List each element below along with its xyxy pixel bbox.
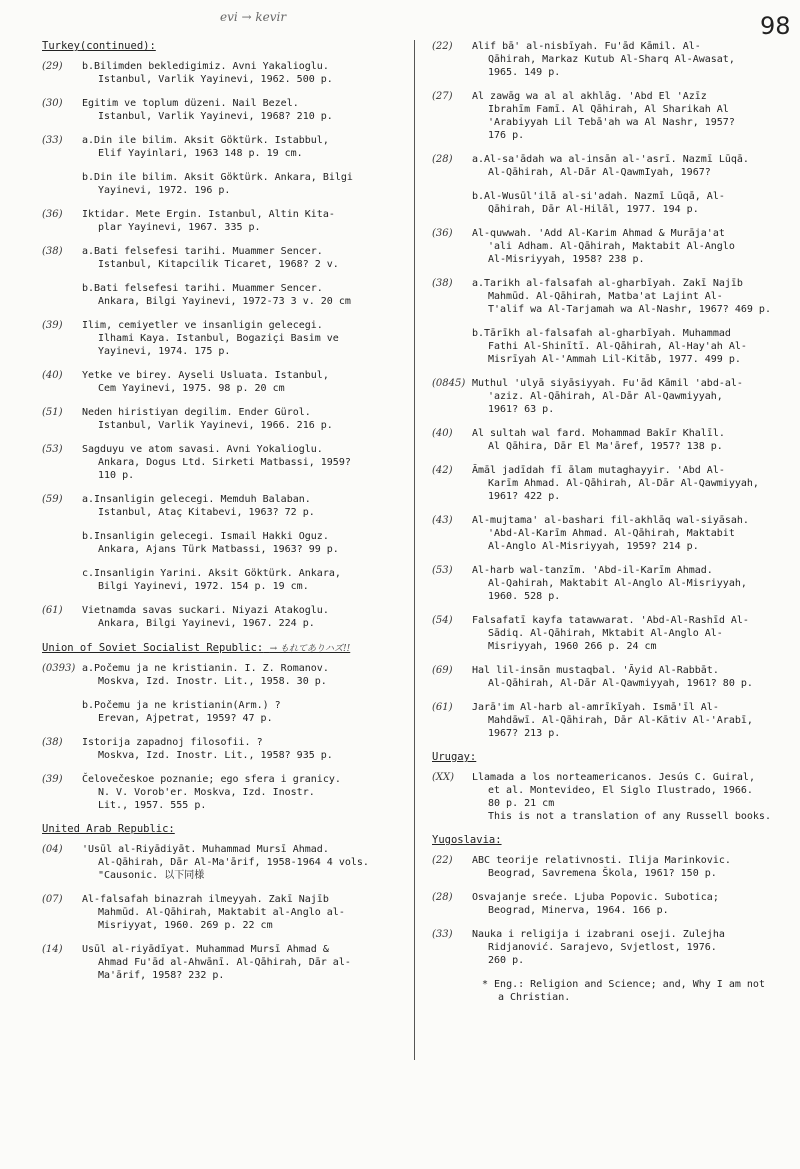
entry-number: (33) <box>42 135 63 146</box>
entry-continuation-line: Ankara, Bilgi Yayinevi, 1972-73 3 v. 20 cm <box>98 296 351 307</box>
bibliography-entry <box>432 664 792 690</box>
bibliography-entry <box>432 90 792 142</box>
ussr-entries <box>42 662 407 812</box>
entry-number: (53) <box>42 444 63 455</box>
entry-body <box>82 567 407 593</box>
bibliography-entry <box>42 60 407 86</box>
entry-number: (69) <box>432 665 453 676</box>
entry-continuation-line: Al-Qahirah, Maktabit Al-Anglo Al-Misriyyah, <box>488 578 747 589</box>
bibliography-entry <box>42 530 407 556</box>
entry-body <box>472 464 792 503</box>
entry-number: (38) <box>42 737 63 748</box>
entry-continuation-line: Istanbul, Varlik Yayinevi, 1962. 500 p. <box>98 74 333 85</box>
bibliography-entry <box>432 227 792 266</box>
entry-body <box>82 604 407 630</box>
footnote <box>432 978 792 1004</box>
entry-body <box>472 153 792 179</box>
entry-body <box>472 377 792 416</box>
entry-title-line: Iktidar. Mete Ergin. Istanbul, Altin Kita- <box>82 209 335 220</box>
entry-title-line: Al-falsafah binazrah ilmeyyah. Zakī Najīb <box>82 894 329 905</box>
entry-continuation-line: Istanbul, Ataç Kitabevi, 1963? 72 p. <box>98 507 315 518</box>
entry-body <box>472 854 792 880</box>
entry-body <box>82 208 407 234</box>
entry-number: (27) <box>432 91 453 102</box>
entry-body <box>82 171 407 197</box>
entry-continuation-line: "Causonic. 以下同様 <box>98 870 205 881</box>
entry-number <box>42 530 82 556</box>
entry-title-line: 'Usūl al-Riyādiyāt. Muhammad Mursī Ahmad. <box>82 844 329 855</box>
column-divider <box>414 40 415 1060</box>
entry-continuation-line: Erevan, Ajpetrat, 1959? 47 p. <box>98 713 273 724</box>
entry-body <box>82 530 407 556</box>
entry-body <box>472 190 792 216</box>
entry-continuation-line: 'ali Adham. Al-Qāhirah, Maktabit Al-Anglo <box>488 241 735 252</box>
entry-body <box>82 97 407 123</box>
entry-number: (XX) <box>432 772 455 783</box>
entry-number: (36) <box>432 228 453 239</box>
entry-continuation-line: Ankara, Dogus Ltd. Sirketi Matbassi, 1959? <box>98 457 351 468</box>
entry-continuation-line: Yayinevi, 1974. 175 p. <box>98 346 231 357</box>
uar-continued-entries <box>432 40 792 740</box>
entry-body <box>82 406 407 432</box>
entry-title-line: a.Insanligin gelecegi. Memduh Balaban. <box>82 494 311 505</box>
entry-continuation-line: Cem Yayinevi, 1975. 98 p. 20 cm <box>98 383 285 394</box>
entry-title-line: c.Insanligin Yarini. Aksit Göktürk. Ankara, <box>82 568 341 579</box>
entry-body <box>82 773 407 812</box>
entry-number <box>42 171 82 197</box>
section-heading-uruguay: Urugay: <box>432 751 477 763</box>
entry-body <box>82 736 407 762</box>
entry-body <box>82 60 407 86</box>
entry-number: (53) <box>432 565 453 576</box>
entry-continuation-line: Mahmūd. Al-Qāhirah, Matba'at Lajint Al- <box>488 291 723 302</box>
entry-continuation-line: Qāhirah, Markaz Kutub Al-Sharq Al-Awasat, <box>488 54 735 65</box>
entry-body <box>82 134 407 160</box>
entry-title-line: a.Počemu ja ne kristianin. I. Z. Romanov. <box>82 663 329 674</box>
entry-continuation-line: Al-Qāhirah, Al-Dār Al-Qawmiyyah, 1961? 80 p. <box>488 678 753 689</box>
entry-continuation-line: Beograd, Minerva, 1964. 166 p. <box>488 905 669 916</box>
entry-body <box>472 614 792 653</box>
bibliography-entry <box>42 843 407 882</box>
entry-continuation-line: Misriyyah, 1960 266 p. 24 cm <box>488 641 657 652</box>
entry-continuation-line: Al Qāhira, Dār El Ma'āref, 1957? 138 p. <box>488 441 723 452</box>
entry-body <box>82 319 407 358</box>
entry-continuation-line: Al-Misriyyah, 1958? 238 p. <box>488 254 645 265</box>
entry-number: (22) <box>432 855 453 866</box>
entry-body <box>82 893 407 932</box>
entry-number: (51) <box>42 407 63 418</box>
entry-continuation-line: 260 p. <box>488 955 525 966</box>
entry-number: (04) <box>42 844 63 855</box>
uruguay-entries <box>432 771 792 823</box>
entry-continuation-line: 110 p. <box>98 470 135 481</box>
entry-body <box>82 943 407 982</box>
entry-continuation-line: Al-Anglo Al-Misriyyah, 1959? 214 p. <box>488 541 699 552</box>
bibliography-entry <box>42 171 407 197</box>
entry-number: (43) <box>432 515 453 526</box>
bibliography-entry <box>432 891 792 917</box>
entry-continuation-line: 'aziz. Al-Qāhirah, Al-Dār Al-Qawmiyyah, <box>488 391 723 402</box>
entry-number: (22) <box>432 41 453 52</box>
entry-body <box>82 369 407 395</box>
entry-number: (14) <box>42 944 63 955</box>
entry-title-line: b.Al-Wusūl'ilā al-si'adah. Nazmī Lūqā, Al- <box>472 191 725 202</box>
entry-body <box>472 427 792 453</box>
entry-continuation-line: Istanbul, Varlik Yayinevi, 1966. 216 p. <box>98 420 333 431</box>
entry-number: (29) <box>42 61 63 72</box>
bibliography-entry <box>432 564 792 603</box>
bibliography-entry <box>42 893 407 932</box>
entry-number: (39) <box>42 320 63 331</box>
entry-title-line: a.Din ile bilim. Aksit Göktürk. Istabbul, <box>82 135 329 146</box>
bibliography-entry <box>42 443 407 482</box>
entry-number <box>432 190 472 216</box>
bibliography-entry <box>432 277 792 316</box>
handwritten-annotation: evi → kevir <box>220 10 287 24</box>
section-heading-turkey: Turkey(continued): <box>42 40 156 52</box>
entry-continuation-line: Ahmad Fu'ād al-Ahwānī. Al-Qāhirah, Dār al- <box>98 957 351 968</box>
entry-body <box>82 662 407 688</box>
turkey-entries <box>42 60 407 630</box>
entry-title-line: a.Tarikh al-falsafah al-gharbīyah. Zakī Najīb <box>472 278 743 289</box>
left-column <box>42 40 407 993</box>
section-heading-ussr <box>42 641 407 654</box>
entry-continuation-line: T'alif wa Al-Tarjamah wa Al-Nashr, 1967? 469 p. <box>488 304 771 315</box>
bibliography-entry <box>432 190 792 216</box>
entry-continuation-line: Al-Qāhirah, Al-Dār Al-QawmIyah, 1967? <box>488 167 711 178</box>
entry-number: (38) <box>432 278 453 289</box>
entry-title-line: Āmāl jadīdah fī ālam mutaghayyir. 'Abd Al- <box>472 465 725 476</box>
entry-continuation-line: Karīm Ahmad. Al-Qāhirah, Al-Dār Al-Qawmiyyah, <box>488 478 759 489</box>
entry-title-line: Vietnamda savas suckari. Niyazi Atakoglu. <box>82 605 329 616</box>
bibliography-entry <box>432 40 792 79</box>
entry-continuation-line: plar Yayinevi, 1967. 335 p. <box>98 222 261 233</box>
entry-title-line: Nauka i religija i izabrani oseji. Zulejha <box>472 929 725 940</box>
entry-title-line: Llamada a los norteamericanos. Jesús C. Guiral, <box>472 772 755 783</box>
bibliography-entry <box>432 464 792 503</box>
entry-number: (33) <box>432 929 453 940</box>
entry-title-line: Al-mujtama' al-bashari fil-akhlāq wal-siyāsah. <box>472 515 749 526</box>
entry-number: (61) <box>432 702 453 713</box>
entry-continuation-line: 176 p. <box>488 130 525 141</box>
entry-continuation-line: Misrīyah Al-'Ammah Lil-Kitāb, 1977. 499 p. <box>488 354 741 365</box>
entry-title-line: Alif bā' al-nisbīyah. Fu'ād Kāmil. Al- <box>472 41 701 52</box>
bibliography-entry <box>42 208 407 234</box>
entry-number: (42) <box>432 465 453 476</box>
entry-body <box>82 493 407 519</box>
entry-body <box>82 843 407 882</box>
entry-body <box>472 928 792 967</box>
entry-number <box>42 699 82 725</box>
entry-continuation-line: Mahmūd. Al-Qāhirah, Maktabit al-Anglo al- <box>98 907 345 918</box>
yugoslavia-entries <box>432 854 792 967</box>
entry-continuation-line: N. V. Vorob'er. Moskva, Izd. Inostr. <box>98 787 315 798</box>
entry-title-line: b.Insanligin gelecegi. Ismail Hakki Oguz. <box>82 531 329 542</box>
page-number: 98 <box>760 12 791 40</box>
entry-continuation-line: Moskva, Izd. Inostr. Lit., 1958? 935 p. <box>98 750 333 761</box>
entry-number: (39) <box>42 774 63 785</box>
entry-number: (40) <box>42 370 63 381</box>
entry-continuation-line: 'Abd-Al-Karīm Ahmad. Al-Qāhirah, Maktabit <box>488 528 735 539</box>
entry-title-line: b.Bilimden bekledigimiz. Avni Yakalioglu. <box>82 61 329 72</box>
entry-continuation-line: Fathi Al-Shinītī. Al-Qāhirah, Al-Hay'ah Al- <box>488 341 747 352</box>
entry-number: (0845) <box>432 378 466 389</box>
entry-title-line: Egitim ve toplum düzeni. Nail Bezel. <box>82 98 299 109</box>
ussr-annotation: → もれてありハズ!! <box>269 644 351 654</box>
entry-number: (38) <box>42 246 63 257</box>
bibliography-entry <box>432 377 792 416</box>
entry-title-line: Al sultah wal fard. Mohammad Bakīr Khalīl. <box>472 428 725 439</box>
entry-body <box>82 245 407 271</box>
entry-body <box>472 771 792 823</box>
entry-continuation-line: Istanbul, Varlik Yayinevi, 1968? 210 p. <box>98 111 333 122</box>
entry-body <box>472 514 792 553</box>
entry-title-line: a.Bati felsefesi tarihi. Muammer Sencer. <box>82 246 323 257</box>
bibliography-entry <box>42 97 407 123</box>
entry-body <box>82 699 407 725</box>
entry-body <box>472 227 792 266</box>
entry-continuation-line: Ibrahīm Famī. Al Qāhirah, Al Sharikah Al <box>488 104 729 115</box>
bibliography-entry <box>432 153 792 179</box>
bibliography-entry <box>432 771 792 823</box>
entry-continuation-line: Qāhirah, Dār Al-Hilāl, 1977. 194 p. <box>488 204 699 215</box>
entry-number: (59) <box>42 494 63 505</box>
bibliography-entry <box>432 701 792 740</box>
entry-body <box>472 664 792 690</box>
entry-title-line: b.Tārīkh al-falsafah al-gharbīyah. Muhammad <box>472 328 731 339</box>
entry-title-line: Al-quwwah. 'Add Al-Karim Ahmad & Murāja'at <box>472 228 725 239</box>
bibliography-entry <box>42 369 407 395</box>
entry-title-line: Istorija zapadnoj filosofii. ? <box>82 737 263 748</box>
entry-continuation-line: Ankara, Bilgi Yayinevi, 1967. 224 p. <box>98 618 315 629</box>
entry-body <box>82 282 407 308</box>
entry-continuation-line: Sādiq. Al-Qāhirah, Mktabit Al-Anglo Al- <box>488 628 723 639</box>
entry-title-line: Usūl al-riyādīyat. Muhammad Mursī Ahmad & <box>82 944 329 955</box>
entry-title-line: ABC teorije relativnosti. Ilija Marinkovic. <box>472 855 731 866</box>
bibliography-entry <box>42 493 407 519</box>
entry-body <box>472 327 792 366</box>
entry-number: (28) <box>432 154 453 165</box>
bibliography-entry <box>432 427 792 453</box>
entry-title-line: Neden hiristiyan degilim. Ender Gürol. <box>82 407 311 418</box>
entry-title-line: Osvajanje sreće. Ljuba Popovic. Subotica; <box>472 892 719 903</box>
entry-number: (40) <box>432 428 453 439</box>
entry-number <box>42 282 82 308</box>
entry-title-line: b.Počemu ja ne kristianin(Arm.) ? <box>82 700 281 711</box>
entry-continuation-line: Ma'ārif, 1958? 232 p. <box>98 970 225 981</box>
uar-entries <box>42 843 407 982</box>
bibliography-entry <box>42 319 407 358</box>
entry-body <box>472 40 792 79</box>
entry-number: (30) <box>42 98 63 109</box>
entry-number: (07) <box>42 894 63 905</box>
entry-number <box>432 327 472 366</box>
bibliography-entry <box>42 736 407 762</box>
right-column <box>432 40 792 1004</box>
entry-continuation-line: 1965. 149 p. <box>488 67 561 78</box>
bibliography-entry <box>42 406 407 432</box>
entry-continuation-line: Al-Qāhirah, Dār Al-Ma'ārif, 1958-1964 4 vols. <box>98 857 369 868</box>
entry-number <box>42 567 82 593</box>
entry-body <box>472 701 792 740</box>
entry-title-line: Al zawāg wa al al akhlāg. 'Abd El 'Azīz <box>472 91 707 102</box>
entry-continuation-line: Mahdāwī. Al-Qāhirah, Dār Al-Kātiv Al-'Arabī, <box>488 715 753 726</box>
entry-continuation-line: Bilgi Yayinevi, 1972. 154 p. 19 cm. <box>98 581 309 592</box>
entry-title-line: Sagduyu ve atom savasi. Avni Yokalioglu. <box>82 444 323 455</box>
entry-continuation-line: Ridjanović. Sarajevo, Svjetlost, 1976. <box>488 942 717 953</box>
entry-title-line: Yetke ve birey. Ayseli Usluata. Istanbul, <box>82 370 329 381</box>
bibliography-entry <box>42 134 407 160</box>
entry-continuation-line: This is not a translation of any Russell books. <box>488 811 771 822</box>
entry-title-line: Falsafatī kayfa tatawwarat. 'Abd-Al-Rashīd Al- <box>472 615 749 626</box>
entry-number: (0393) <box>42 663 76 674</box>
entry-body <box>472 891 792 917</box>
entry-body <box>472 90 792 142</box>
entry-body <box>472 277 792 316</box>
entry-title-line: Hal lil-insān mustaqbal. 'Āyid Al-Rabbāt. <box>472 665 719 676</box>
bibliography-entry <box>42 773 407 812</box>
footnote-line-1: * Eng.: Religion and Science; and, Why I am not <box>482 979 765 990</box>
entry-title-line: b.Bati felsefesi tarihi. Muammer Sencer. <box>82 283 323 294</box>
bibliography-entry <box>42 604 407 630</box>
entry-continuation-line: Yayinevi, 1972. 196 p. <box>98 185 231 196</box>
entry-number: (36) <box>42 209 63 220</box>
entry-continuation-line: 'Arabiyyah Lil Tebā'ah wa Al Nashr, 1957? <box>488 117 735 128</box>
entry-title-line: b.Din ile bilim. Aksit Göktürk. Ankara, Bilgi <box>82 172 353 183</box>
entry-title-line: Čelovečeskoe poznanie; ego sfera i granicy. <box>82 774 341 785</box>
ussr-heading-text: Union of Soviet Socialist Republic: <box>42 642 264 654</box>
bibliography-entry <box>42 662 407 688</box>
entry-continuation-line: Ankara, Ajans Türk Matbassi, 1963? 99 p. <box>98 544 339 555</box>
entry-title-line: a.Al-sa'ādah wa al-insān al-'asrī. Nazmī Lūqā. <box>472 154 749 165</box>
entry-body <box>82 443 407 482</box>
entry-continuation-line: Istanbul, Kitapcilik Ticaret, 1968? 2 v. <box>98 259 339 270</box>
entry-title-line: Ilim, cemiyetler ve insanligin gelecegi. <box>82 320 323 331</box>
entry-title-line: Jarā'im Al-harb al-amrīkīyah. Ismā'īl Al- <box>472 702 719 713</box>
bibliography-entry <box>42 699 407 725</box>
bibliography-entry <box>42 567 407 593</box>
entry-number: (61) <box>42 605 63 616</box>
bibliography-entry <box>42 245 407 271</box>
entry-continuation-line: Lit., 1957. 555 p. <box>98 800 207 811</box>
bibliography-entry <box>432 514 792 553</box>
bibliography-entry <box>42 943 407 982</box>
entry-number: (54) <box>432 615 453 626</box>
entry-continuation-line: Moskva, Izd. Inostr. Lit., 1958. 30 p. <box>98 676 327 687</box>
entry-continuation-line: Beograd, Savremena Škola, 1961? 150 p. <box>488 868 717 879</box>
entry-continuation-line: 80 p. 21 cm <box>488 798 555 809</box>
entry-body <box>472 564 792 603</box>
footnote-line-2: a Christian. <box>498 992 571 1003</box>
entry-continuation-line: 1967? 213 p. <box>488 728 561 739</box>
section-heading-uar: United Arab Republic: <box>42 823 175 835</box>
entry-title-line: Muthul 'ulyā siyāsiyyah. Fu'ād Kāmil 'abd-al- <box>472 378 743 389</box>
entry-continuation-line: 1960. 528 p. <box>488 591 561 602</box>
bibliography-entry <box>432 854 792 880</box>
bibliography-entry <box>42 282 407 308</box>
entry-continuation-line: Ilhami Kaya. Istanbul, Bogaziçi Basim ve <box>98 333 339 344</box>
bibliography-entry <box>432 614 792 653</box>
entry-continuation-line: et al. Montevideo, El Siglo Ilustrado, 1966. <box>488 785 753 796</box>
entry-continuation-line: Elif Yayinlari, 1963 148 p. 19 cm. <box>98 148 303 159</box>
entry-continuation-line: 1961? 422 p. <box>488 491 561 502</box>
entry-number: (28) <box>432 892 453 903</box>
entry-title-line: Al-harb wal-tanzīm. 'Abd-il-Karīm Ahmad. <box>472 565 713 576</box>
entry-continuation-line: 1961? 63 p. <box>488 404 555 415</box>
bibliography-entry <box>432 327 792 366</box>
entry-continuation-line: Misriyyat, 1960. 269 p. 22 cm <box>98 920 273 931</box>
section-heading-yugoslavia: Yugoslavia: <box>432 834 502 846</box>
bibliography-entry <box>432 928 792 967</box>
